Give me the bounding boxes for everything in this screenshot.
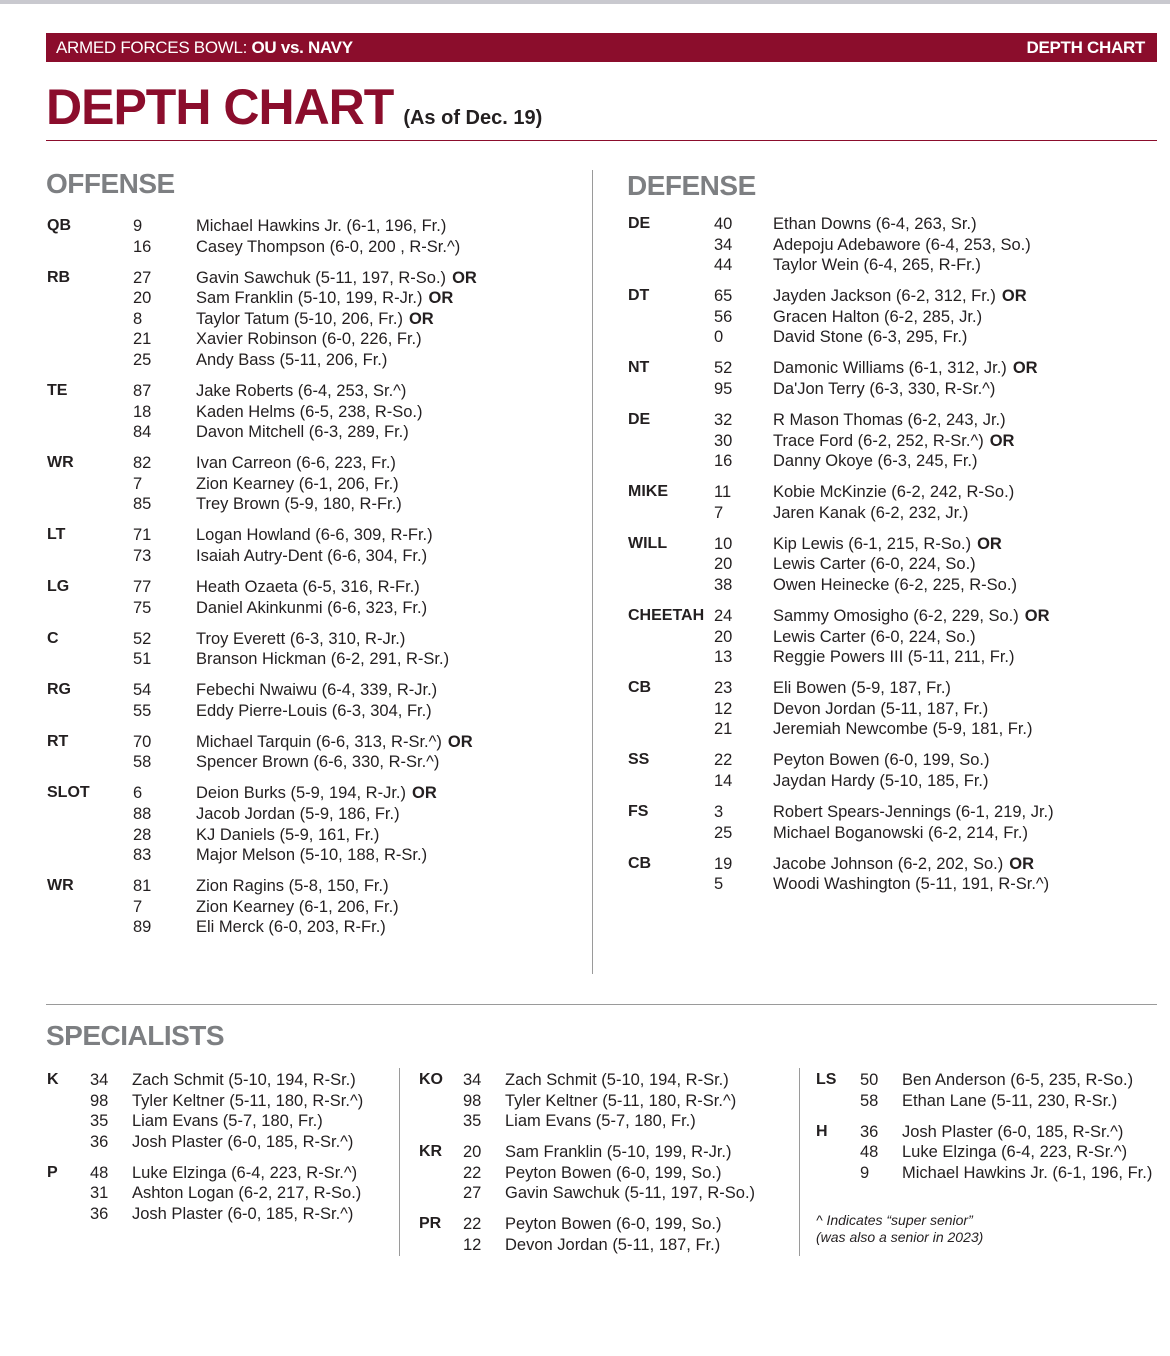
jersey-number: 22 bbox=[463, 1163, 482, 1182]
section-divider bbox=[46, 1004, 1157, 1005]
player-name bbox=[773, 255, 981, 276]
header-banner bbox=[46, 33, 1157, 62]
player-name bbox=[773, 802, 1054, 823]
jersey-number: 48 bbox=[860, 1143, 879, 1162]
jersey-number: 20 bbox=[133, 289, 152, 308]
player-name bbox=[505, 1070, 729, 1091]
jersey-number: 12 bbox=[714, 699, 733, 718]
player-name bbox=[196, 825, 379, 846]
player-name bbox=[196, 629, 405, 650]
jersey-number: 20 bbox=[463, 1143, 482, 1162]
player-details: Tyler Keltner (5-11, 180, R-Sr.^) bbox=[505, 1091, 737, 1110]
player-name bbox=[196, 494, 402, 515]
player-name bbox=[773, 699, 988, 720]
or-marker: OR bbox=[412, 784, 437, 803]
jersey-number: 22 bbox=[463, 1215, 482, 1234]
jersey-number: 27 bbox=[133, 268, 152, 287]
player-name bbox=[132, 1204, 353, 1225]
position-label: NT bbox=[628, 359, 650, 377]
position-label: H bbox=[816, 1122, 828, 1140]
jersey-number: 9 bbox=[133, 217, 143, 235]
jersey-number: 95 bbox=[714, 380, 733, 398]
player-name bbox=[773, 750, 989, 771]
player-name bbox=[196, 525, 433, 546]
player-details: Zion Kearney (6-1, 206, Fr.) bbox=[196, 897, 399, 916]
jersey-number: 73 bbox=[133, 547, 152, 565]
position-label: TE bbox=[47, 382, 68, 399]
jersey-number: 58 bbox=[860, 1091, 879, 1110]
jersey-number: 51 bbox=[133, 650, 152, 669]
player-name bbox=[773, 554, 976, 575]
player-details: Devon Jordan (5-11, 187, Fr.) bbox=[505, 1236, 721, 1254]
player-details: Zach Schmit (5-10, 194, R-Sr.) bbox=[132, 1071, 356, 1089]
player-details: Liam Evans (5-7, 180, Fr.) bbox=[505, 1112, 696, 1131]
player-name bbox=[505, 1235, 720, 1256]
jersey-number: 27 bbox=[463, 1184, 482, 1203]
or-marker: OR bbox=[452, 268, 477, 287]
player-name bbox=[773, 627, 976, 648]
player-name bbox=[505, 1214, 721, 1235]
jersey-number: 54 bbox=[133, 681, 152, 700]
super-senior-footnote bbox=[816, 1212, 983, 1246]
or-marker: OR bbox=[447, 732, 473, 751]
jersey-number: 83 bbox=[133, 846, 152, 865]
jersey-number: 22 bbox=[714, 751, 733, 770]
offense-heading: OFFENSE bbox=[46, 168, 175, 199]
player-details: Davon Mitchell (6-3, 289, Fr.) bbox=[196, 423, 409, 442]
jersey-number: 21 bbox=[714, 720, 733, 739]
player-details: Tyler Keltner (5-11, 180, R-Sr.^) bbox=[132, 1091, 364, 1110]
player-name bbox=[196, 237, 460, 258]
jersey-number: 48 bbox=[90, 1163, 109, 1182]
player-details: R Mason Thomas (6-2, 243, Jr.) bbox=[773, 411, 1006, 429]
player-details: Danny Okoye (6-3, 245, Fr.) bbox=[773, 452, 978, 471]
player-details: Taylor Tatum (5-10, 206, Fr.) bbox=[196, 309, 403, 328]
player-details: Adepoju Adebawore (6-4, 253, So.) bbox=[773, 235, 1031, 254]
player-details: Troy Everett (6-3, 310, R-Jr.) bbox=[196, 629, 406, 648]
jersey-number: 85 bbox=[133, 495, 152, 514]
jersey-number: 75 bbox=[133, 598, 152, 617]
player-details: Major Melson (5-10, 188, R-Sr.) bbox=[196, 846, 428, 865]
jersey-number: 56 bbox=[714, 307, 733, 326]
position-label: RB bbox=[47, 268, 71, 286]
player-details: Jeremiah Newcombe (5-9, 181, Fr.) bbox=[773, 720, 1033, 739]
player-name bbox=[196, 598, 427, 619]
player-name bbox=[773, 286, 1027, 307]
player-name bbox=[132, 1132, 353, 1153]
jersey-number: 40 bbox=[714, 215, 733, 233]
position-label: MIKE bbox=[628, 483, 668, 501]
player-details: Sammy Omosigho (6-2, 229, So.) bbox=[773, 607, 1019, 625]
player-name bbox=[196, 268, 477, 289]
player-name bbox=[132, 1070, 356, 1091]
player-name bbox=[505, 1142, 732, 1163]
player-name bbox=[773, 678, 951, 699]
jersey-number: 5 bbox=[714, 875, 724, 894]
jersey-number: 52 bbox=[714, 359, 733, 378]
position-label: P bbox=[47, 1163, 58, 1181]
player-name bbox=[773, 823, 1028, 844]
jersey-number: 11 bbox=[714, 483, 732, 502]
player-details: Peyton Bowen (6-0, 199, So.) bbox=[773, 751, 990, 770]
player-details: Zion Ragins (5-8, 150, Fr.) bbox=[196, 877, 389, 896]
player-name bbox=[196, 804, 400, 825]
title-underline bbox=[46, 140, 1157, 141]
player-details: Michael Hawkins Jr. (6-1, 196, Fr.) bbox=[902, 1163, 1153, 1182]
position-label: CB bbox=[628, 679, 652, 697]
jersey-number: 88 bbox=[133, 805, 152, 823]
player-name bbox=[196, 783, 437, 804]
player-details: Jacob Jordan (5-9, 186, Fr.) bbox=[196, 805, 400, 823]
jersey-number: 34 bbox=[90, 1071, 109, 1089]
player-details: Kobie McKinzie (6-2, 242, R-So.) bbox=[773, 483, 1015, 502]
player-name bbox=[196, 474, 399, 495]
player-name bbox=[773, 606, 1050, 627]
player-details: Deion Burks (5-9, 194, R-Jr.) bbox=[196, 784, 406, 803]
player-details: Jaydan Hardy (5-10, 185, Fr.) bbox=[773, 772, 989, 790]
jersey-number: 20 bbox=[714, 627, 733, 646]
player-details: Ethan Lane (5-11, 230, R-Sr.) bbox=[902, 1091, 1118, 1110]
player-details: Josh Plaster (6-0, 185, R-Sr.^) bbox=[902, 1122, 1124, 1141]
player-name bbox=[902, 1122, 1123, 1143]
player-name bbox=[773, 719, 1033, 740]
jersey-number: 82 bbox=[133, 454, 152, 473]
jersey-number: 9 bbox=[860, 1163, 870, 1182]
jersey-number: 0 bbox=[714, 328, 724, 347]
player-name bbox=[196, 845, 427, 866]
jersey-number: 36 bbox=[860, 1122, 879, 1141]
player-details: Ethan Downs (6-4, 263, Sr.) bbox=[773, 215, 977, 233]
position-label: QB bbox=[47, 217, 71, 234]
banner-section-label: DEPTH CHART bbox=[1026, 37, 1145, 57]
player-name bbox=[196, 329, 422, 350]
jersey-number: 23 bbox=[714, 679, 733, 698]
jersey-number: 77 bbox=[133, 578, 152, 596]
jersey-number: 55 bbox=[133, 701, 152, 720]
player-name bbox=[773, 327, 967, 348]
player-name bbox=[132, 1163, 357, 1184]
player-details: Isaiah Autry-Dent (6-6, 304, Fr.) bbox=[196, 547, 428, 565]
player-details: Kip Lewis (6-1, 215, R-So.) bbox=[773, 534, 972, 553]
player-details: Jaren Kanak (6-2, 232, Jr.) bbox=[773, 503, 969, 522]
jersey-number: 70 bbox=[133, 732, 152, 751]
position-label: WILL bbox=[628, 534, 668, 552]
player-details: Gavin Sawchuk (5-11, 197, R-So.) bbox=[505, 1184, 756, 1203]
jersey-number: 87 bbox=[133, 382, 152, 400]
player-details: Ivan Carreon (6-6, 223, Fr.) bbox=[196, 454, 396, 473]
jersey-number: 24 bbox=[714, 607, 733, 625]
player-name bbox=[132, 1183, 361, 1204]
player-name bbox=[196, 917, 386, 938]
player-details: Zion Kearney (6-1, 206, Fr.) bbox=[196, 474, 399, 493]
banner-game-title: ARMED FORCES BOWL: OU vs. NAVY bbox=[56, 37, 353, 57]
jersey-number: 18 bbox=[133, 402, 152, 421]
player-name bbox=[773, 534, 1002, 555]
or-marker: OR bbox=[977, 534, 1002, 553]
player-name bbox=[196, 649, 449, 670]
player-details: Owen Heinecke (6-2, 225, R-So.) bbox=[773, 576, 1017, 594]
player-name bbox=[505, 1183, 755, 1204]
jersey-number: 7 bbox=[133, 474, 143, 493]
player-details: Branson Hickman (6-2, 291, R-Sr.) bbox=[196, 650, 450, 669]
player-name bbox=[902, 1142, 1127, 1163]
player-details: Febechi Nwaiwu (6-4, 339, R-Jr.) bbox=[196, 681, 438, 700]
player-name bbox=[773, 771, 989, 792]
player-name bbox=[773, 379, 995, 400]
player-details: Casey Thompson (6-0, 200 , R-Sr.^) bbox=[196, 237, 461, 256]
player-details: Spencer Brown (6-6, 330, R-Sr.^) bbox=[196, 753, 440, 772]
or-marker: OR bbox=[1012, 359, 1038, 378]
jersey-number: 20 bbox=[714, 555, 733, 574]
position-label: DE bbox=[628, 411, 651, 428]
jersey-number: 21 bbox=[133, 330, 152, 349]
player-name bbox=[773, 647, 1015, 668]
position-label: LS bbox=[816, 1071, 837, 1088]
player-name bbox=[196, 876, 389, 897]
jersey-number: 19 bbox=[714, 854, 733, 873]
player-name bbox=[773, 214, 977, 235]
column-divider bbox=[592, 170, 593, 974]
player-name bbox=[773, 307, 982, 328]
player-name bbox=[902, 1070, 1133, 1091]
footnote-line-1: ^ Indicates “super senior” bbox=[816, 1212, 973, 1228]
player-details: Heath Ozaeta (6-5, 316, R-Fr.) bbox=[196, 578, 420, 596]
player-name bbox=[505, 1091, 736, 1112]
player-details: Eddy Pierre-Louis (6-3, 304, Fr.) bbox=[196, 701, 432, 720]
player-details: Lewis Carter (6-0, 224, So.) bbox=[773, 627, 976, 646]
jersey-number: 13 bbox=[714, 648, 733, 667]
player-details: Kaden Helms (6-5, 238, R-So.) bbox=[196, 402, 423, 421]
position-label: SS bbox=[628, 751, 650, 769]
player-name bbox=[902, 1091, 1117, 1112]
footnote-line-2: (was also a senior in 2023) bbox=[816, 1229, 984, 1245]
defense-heading: DEFENSE bbox=[627, 170, 756, 201]
player-name bbox=[773, 854, 1034, 875]
player-name bbox=[505, 1163, 721, 1184]
position-label: DE bbox=[628, 215, 651, 232]
player-name bbox=[196, 288, 453, 309]
position-label: WR bbox=[47, 877, 74, 895]
player-details: Trey Brown (5-9, 180, R-Fr.) bbox=[196, 495, 402, 514]
player-name bbox=[196, 732, 473, 753]
player-details: Michael Boganowski (6-2, 214, Fr.) bbox=[773, 823, 1028, 842]
position-label: FS bbox=[628, 803, 649, 820]
jersey-number: 81 bbox=[133, 877, 152, 896]
position-label: C bbox=[47, 629, 59, 647]
player-details: Michael Hawkins Jr. (6-1, 196, Fr.) bbox=[196, 217, 447, 235]
player-details: Logan Howland (6-6, 309, R-Fr.) bbox=[196, 526, 433, 545]
player-details: Josh Plaster (6-0, 185, R-Sr.^) bbox=[132, 1132, 354, 1151]
jersey-number: 34 bbox=[714, 235, 733, 254]
position-label: K bbox=[47, 1071, 59, 1088]
jersey-number: 89 bbox=[133, 918, 152, 937]
player-name bbox=[773, 451, 978, 472]
jersey-number: 31 bbox=[90, 1184, 109, 1203]
position-label: PR bbox=[419, 1215, 442, 1233]
player-name bbox=[196, 422, 409, 443]
jersey-number: 16 bbox=[714, 452, 733, 471]
player-name bbox=[773, 235, 1031, 256]
player-details: Eli Merck (6-0, 203, R-Fr.) bbox=[196, 918, 386, 937]
player-details: Taylor Wein (6-4, 265, R-Fr.) bbox=[773, 256, 981, 275]
player-details: Jake Roberts (6-4, 253, Sr.^) bbox=[196, 382, 407, 400]
position-label: DT bbox=[628, 287, 650, 305]
player-name bbox=[773, 410, 1006, 431]
specialists-divider-1 bbox=[399, 1068, 400, 1256]
or-marker: OR bbox=[1009, 854, 1034, 873]
player-details: Robert Spears-Jennings (6-1, 219, Jr.) bbox=[773, 803, 1054, 821]
player-name bbox=[773, 503, 968, 524]
jersey-number: 25 bbox=[714, 823, 733, 842]
page-title-text: DEPTH CHART bbox=[46, 79, 394, 135]
player-details: Jayden Jackson (6-2, 312, Fr.) bbox=[773, 287, 996, 306]
player-name bbox=[773, 575, 1017, 596]
player-name bbox=[773, 874, 1049, 895]
top-border bbox=[0, 0, 1170, 4]
player-details: Lewis Carter (6-0, 224, So.) bbox=[773, 555, 976, 574]
player-name bbox=[196, 216, 446, 237]
player-details: Michael Tarquin (6-6, 313, R-Sr.^) bbox=[196, 732, 442, 751]
player-details: Sam Franklin (5-10, 199, R-Jr.) bbox=[505, 1143, 732, 1162]
jersey-number: 50 bbox=[860, 1071, 879, 1089]
player-name bbox=[196, 897, 399, 918]
player-details: Reggie Powers III (5-11, 211, Fr.) bbox=[773, 648, 1015, 667]
or-marker: OR bbox=[408, 309, 434, 328]
position-label: CB bbox=[628, 854, 652, 872]
player-name bbox=[196, 453, 396, 474]
jersey-number: 3 bbox=[714, 803, 724, 821]
jersey-number: 30 bbox=[714, 431, 733, 450]
position-label: RG bbox=[47, 681, 71, 699]
position-label: SLOT bbox=[47, 784, 90, 802]
jersey-number: 12 bbox=[463, 1236, 482, 1254]
jersey-number: 7 bbox=[714, 503, 724, 522]
player-details: Andy Bass (5-11, 206, Fr.) bbox=[196, 351, 388, 369]
player-name bbox=[196, 309, 434, 330]
jersey-number: 71 bbox=[133, 526, 152, 545]
player-details: KJ Daniels (5-9, 161, Fr.) bbox=[196, 825, 380, 844]
player-details: Woodi Washington (5-11, 191, R-Sr.^) bbox=[773, 875, 1050, 894]
or-marker: OR bbox=[989, 431, 1015, 450]
jersey-number: 52 bbox=[133, 629, 152, 648]
jersey-number: 36 bbox=[90, 1205, 109, 1223]
jersey-number: 38 bbox=[714, 576, 733, 594]
player-details: Eli Bowen (5-9, 187, Fr.) bbox=[773, 679, 951, 698]
player-name bbox=[196, 577, 420, 598]
player-details: Jacobe Johnson (6-2, 202, So.) bbox=[773, 854, 1004, 873]
player-name bbox=[505, 1111, 696, 1132]
jersey-number: 7 bbox=[133, 897, 143, 916]
player-details: Sam Franklin (5-10, 199, R-Jr.) bbox=[196, 289, 423, 308]
jersey-number: 10 bbox=[714, 534, 733, 553]
player-details: Da'Jon Terry (6-3, 330, R-Sr.^) bbox=[773, 380, 996, 398]
player-name bbox=[196, 381, 406, 402]
or-marker: OR bbox=[1001, 287, 1027, 306]
player-name bbox=[773, 358, 1038, 379]
player-details: Josh Plaster (6-0, 185, R-Sr.^) bbox=[132, 1205, 354, 1223]
player-details: Peyton Bowen (6-0, 199, So.) bbox=[505, 1163, 722, 1182]
player-details: Trace Ford (6-2, 252, R-Sr.^) bbox=[773, 431, 984, 450]
position-label: LT bbox=[47, 526, 66, 544]
player-details: Liam Evans (5-7, 180, Fr.) bbox=[132, 1112, 323, 1131]
player-name bbox=[196, 350, 387, 371]
position-label: WR bbox=[47, 454, 74, 472]
position-label: KO bbox=[419, 1071, 443, 1088]
jersey-number: 6 bbox=[133, 784, 143, 803]
player-details: Luke Elzinga (6-4, 223, R-Sr.^) bbox=[902, 1143, 1128, 1162]
player-name bbox=[196, 546, 427, 567]
player-name bbox=[132, 1091, 363, 1112]
jersey-number: 8 bbox=[133, 309, 143, 328]
page-title bbox=[46, 79, 543, 135]
jersey-number: 34 bbox=[463, 1071, 482, 1089]
player-details: Luke Elzinga (6-4, 223, R-Sr.^) bbox=[132, 1163, 358, 1182]
player-details: Xavier Robinson (6-0, 226, Fr.) bbox=[196, 330, 422, 349]
jersey-number: 35 bbox=[90, 1112, 109, 1131]
jersey-number: 14 bbox=[714, 772, 733, 790]
or-marker: OR bbox=[428, 289, 454, 308]
player-details: Gracen Halton (6-2, 285, Jr.) bbox=[773, 307, 983, 326]
player-name bbox=[196, 752, 439, 773]
player-name bbox=[132, 1111, 323, 1132]
as-of-date: (As of Dec. 19) bbox=[403, 107, 543, 129]
player-details: Devon Jordan (5-11, 187, Fr.) bbox=[773, 699, 989, 718]
jersey-number: 16 bbox=[133, 237, 152, 256]
player-name bbox=[196, 680, 437, 701]
specialists-heading: SPECIALISTS bbox=[46, 1020, 225, 1051]
jersey-number: 58 bbox=[133, 753, 152, 772]
player-details: Ben Anderson (6-5, 235, R-So.) bbox=[902, 1071, 1134, 1089]
player-name bbox=[773, 431, 1014, 452]
jersey-number: 32 bbox=[714, 411, 733, 429]
player-details: Gavin Sawchuk (5-11, 197, R-So.) bbox=[196, 268, 447, 287]
jersey-number: 84 bbox=[133, 423, 152, 442]
player-details: Ashton Logan (6-2, 217, R-So.) bbox=[132, 1184, 362, 1203]
position-label: KR bbox=[419, 1143, 443, 1161]
player-name bbox=[196, 402, 423, 423]
player-name bbox=[196, 701, 432, 722]
jersey-number: 35 bbox=[463, 1112, 482, 1131]
specialists-divider-2 bbox=[799, 1068, 800, 1256]
player-details: Peyton Bowen (6-0, 199, So.) bbox=[505, 1215, 722, 1234]
player-details: Zach Schmit (5-10, 194, R-Sr.) bbox=[505, 1071, 729, 1089]
jersey-number: 28 bbox=[133, 825, 152, 844]
jersey-number: 25 bbox=[133, 351, 152, 369]
position-label: CHEETAH bbox=[628, 607, 705, 624]
jersey-number: 44 bbox=[714, 256, 733, 275]
player-name bbox=[902, 1163, 1152, 1184]
jersey-number: 98 bbox=[463, 1091, 482, 1110]
player-name bbox=[773, 482, 1014, 503]
player-details: Daniel Akinkunmi (6-6, 323, Fr.) bbox=[196, 598, 428, 617]
position-label: LG bbox=[47, 578, 70, 595]
or-marker: OR bbox=[1024, 607, 1050, 625]
player-details: Damonic Williams (6-1, 312, Jr.) bbox=[773, 359, 1007, 378]
player-details: David Stone (6-3, 295, Fr.) bbox=[773, 328, 968, 347]
jersey-number: 98 bbox=[90, 1091, 109, 1110]
position-label: RT bbox=[47, 732, 69, 750]
jersey-number: 36 bbox=[90, 1132, 109, 1151]
jersey-number: 65 bbox=[714, 287, 733, 306]
